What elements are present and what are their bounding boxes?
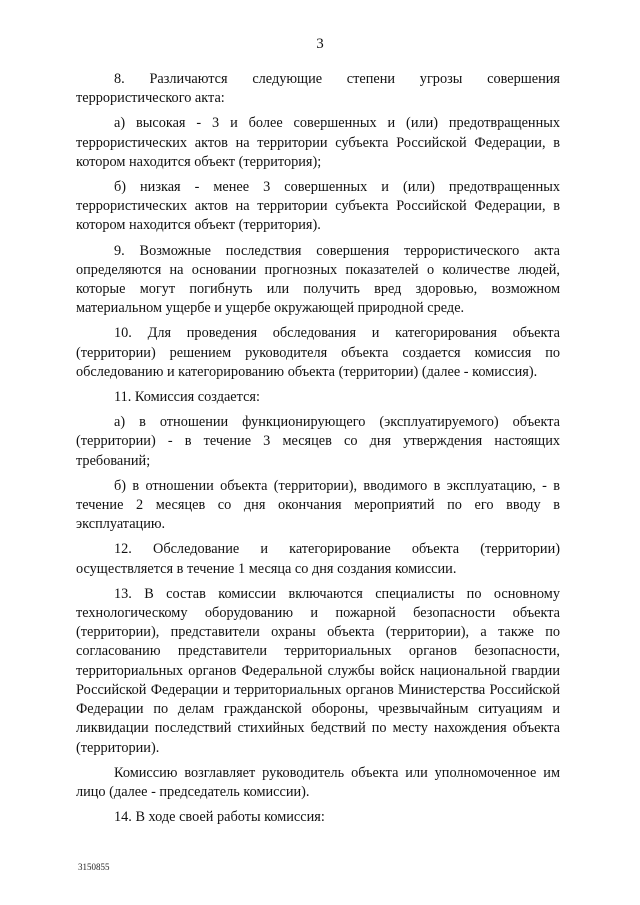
paragraph-8a: а) высокая - 3 и более совершенных и (или) предотвращенных террористических актов на территории субъекта Российской Федерации, в котором находится объект (территория); (76, 115, 560, 170)
page-number: 3 (316, 36, 324, 52)
document-code: 3150855 (78, 862, 110, 872)
paragraph-11: 11. Комиссия создается: (114, 389, 260, 406)
paragraph-8b: б) низкая - менее 3 совершенных и (или) предотвращенных террористических актов на территории субъекта Российской Федерации, в котором находится объект (территория). (76, 179, 560, 234)
paragraph-11b: б) в отношении объекта (территории), вводимого в эксплуатацию, - в течение 2 месяцев со дня окончания мероприятий по его вводу в эксплуатацию. (76, 477, 560, 533)
paragraph-8: 8. Различаются следующие степени угрозы совершения террористического акта: (76, 71, 560, 107)
document-body (76, 70, 560, 833)
paragraph-13-chair: Комиссию возглавляет руководитель объекта или уполномоченное им лицо (далее - председатель комиссии). (76, 764, 560, 800)
paragraph-12: 12. Обследование и категорирование объекта (территории) осуществляется в течение 1 месяца со дня создания комиссии. (76, 541, 560, 577)
paragraph-9: 9. Возможные последствия совершения террористического акта определяются на основании прогнозных показателей о количестве людей, которые могут погибнуть или получить вред здоровью, возможном материальном ущербе и ущербе окружающей природной среде. (76, 242, 560, 317)
paragraph-13: 13. В состав комиссии включаются специалисты по основному технологическому оборудованию и пожарной безопасности объекта (территории), представители охраны объекта (территории), а также по согласованию представители территориальных органов безопасности, территориальных органов Федеральной службы войск национальной гвардии Российской Федерации и территориальных органов Министерства Российской Федерации по делам гражданской обороны, чрезвычайным ситуациям и ликвидации последствий стихийных бедствий по месту нахождения объекта (территории). (76, 585, 560, 756)
paragraph-14: 14. В ходе своей работы комиссия: (114, 809, 325, 826)
paragraph-11a: а) в отношении функционирующего (эксплуатируемого) объекта (территории) - в течение 3 месяцев со дня утверждения настоящих требований; (76, 414, 560, 469)
paragraph-10: 10. Для проведения обследования и категорирования объекта (территории) решением руководителя объекта создается комиссия по обследованию и категорированию объекта (территории) (далее - комиссия). (76, 325, 560, 380)
